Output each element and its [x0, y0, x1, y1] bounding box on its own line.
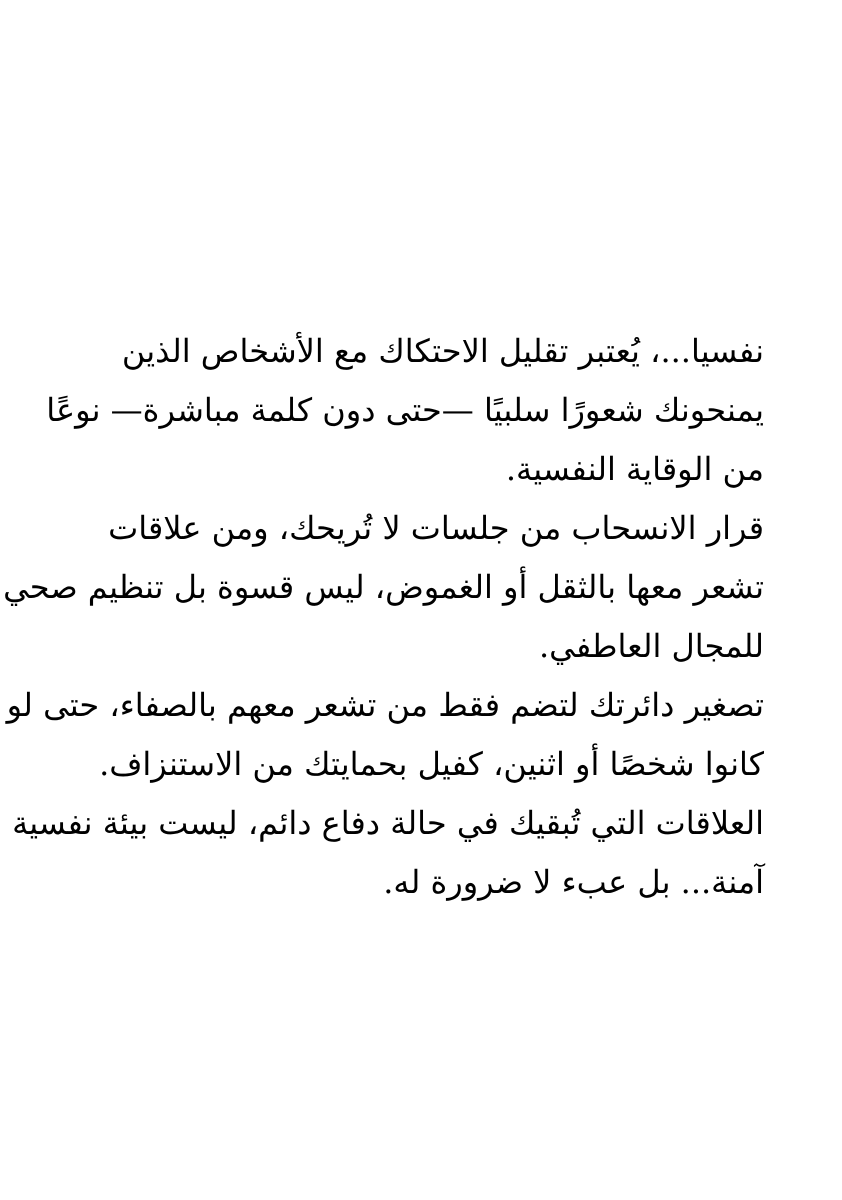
paragraph-3 [6, 676, 764, 794]
text-line: تشعر معها بالثقل أو الغموض، ليس قسوة بل تنظيم صحي [3, 568, 764, 606]
text-line: كانوا شخصًا أو اثنين، كفيل بحمايتك من الاستنزاف. [99, 745, 764, 783]
text-line: يمنحونك شعورًا سلبيًا —حتى دون كلمة مباشرة— نوعًا [46, 391, 764, 429]
paragraph-1 [46, 322, 764, 499]
text-line: تصغير دائرتك لتضم فقط من تشعر معهم بالصفاء، حتى لو [6, 686, 764, 724]
text-line: العلاقات التي تُبقيك في حالة دفاع دائم، ليست بيئة نفسية [12, 804, 764, 842]
paragraph-2 [3, 499, 764, 676]
text-line: آمنة... بل عبء لا ضرورة له. [383, 863, 764, 901]
paragraph-4 [12, 794, 764, 912]
text-line: قرار الانسحاب من جلسات لا تُريحك، ومن علاقات [108, 509, 764, 547]
body-text [3, 322, 764, 912]
text-line: للمجال العاطفي. [539, 627, 764, 665]
text-line: نفسيا...، يُعتبر تقليل الاحتكاك مع الأشخاص الذين [121, 332, 764, 370]
text-line: من الوقاية النفسية. [505, 450, 764, 488]
